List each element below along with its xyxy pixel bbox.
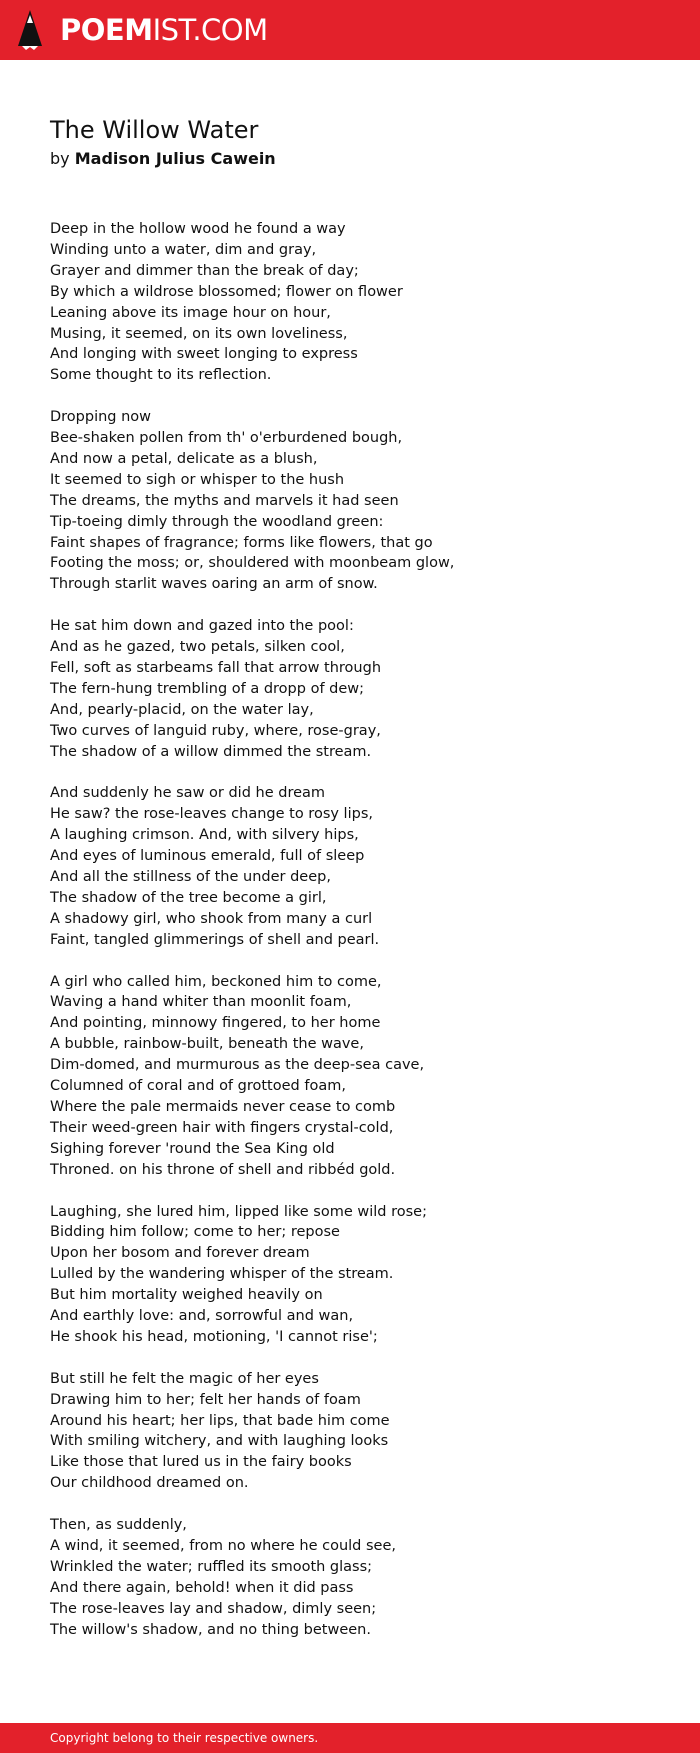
poem-line: Then, as suddenly, <box>50 1517 187 1534</box>
poem-line: Two curves of languid ruby, where, rose-gray, <box>50 722 381 739</box>
poem-line: And longing with sweet longing to express <box>50 346 358 363</box>
poem-body <box>50 219 670 1661</box>
poem-line: Sighing forever 'round the Sea King old <box>50 1140 335 1157</box>
poem-line: Leaning above its image hour on hour, <box>50 304 331 321</box>
poem-line: Fell, soft as starbeams fall that arrow through <box>50 660 382 676</box>
poem-line: The rose-leaves lay and shadow, dimly seen; <box>50 1600 377 1617</box>
poem-line: And all the stillness of the under deep, <box>50 869 331 886</box>
poem-line: A shadowy girl, who shook from many a curl <box>50 910 373 927</box>
poem-line: He saw? the rose-leaves change to rosy lips, <box>50 806 373 823</box>
poem-line: Laughing, she lured him, lipped like some wild rose; <box>50 1203 427 1220</box>
brand-bold-text: POEM <box>60 13 153 47</box>
poem-line: And pointing, minnowy fingered, to her home <box>50 1015 381 1032</box>
stanza <box>50 407 670 595</box>
poem-line: It seemed to sigh or whisper to the hush <box>50 471 345 488</box>
poem-line: A wind, it seemed, from no where he could see, <box>50 1537 396 1554</box>
poem-line: The dreams, the myths and marvels it had seen <box>50 492 399 509</box>
poem-line: Dim-domed, and murmurous as the deep-sea cave, <box>50 1057 425 1074</box>
poem-line: Faint, tangled glimmerings of shell and pearl. <box>50 931 380 948</box>
poem-line: Upon her bosom and forever dream <box>50 1245 310 1262</box>
brand-light-text: IST.COM <box>152 13 268 47</box>
poem-line: And suddenly he saw or did he dream <box>50 785 326 802</box>
poem-line: Footing the moss; or, shouldered with moonbeam glow, <box>50 555 455 572</box>
author-name: Madison Julius Cawein <box>74 149 276 168</box>
poem-line: Grayer and dimmer than the break of day; <box>50 262 359 279</box>
poem-line: Throned. on his throne of shell and ribbéd gold. <box>50 1161 396 1178</box>
site-logo-text[interactable] <box>60 13 268 47</box>
poem-line: And there again, behold! when it did pass <box>50 1579 354 1596</box>
poem-title: The Willow Water <box>50 116 259 144</box>
poem-line: Musing, it seemed, on its own loveliness, <box>50 325 348 342</box>
poem-line: The shadow of a willow dimmed the stream. <box>50 743 372 760</box>
poem-line: Some thought to its reflection. <box>50 367 272 384</box>
poem-line: Where the pale mermaids never cease to comb <box>50 1099 396 1115</box>
poem-line: A laughing crimson. And, with silvery hips, <box>50 827 359 844</box>
byline <box>50 149 276 169</box>
poem-line: With smiling witchery, and with laughing looks <box>50 1433 389 1450</box>
poem-line: The shadow of the tree become a girl, <box>50 889 327 906</box>
poem-line: And earthly love: and, sorrowful and wan, <box>50 1308 354 1325</box>
poem-line: But still he felt the magic of her eyes <box>50 1370 319 1387</box>
site-footer <box>0 1723 700 1753</box>
stanza <box>50 1202 670 1348</box>
poem-line: And, pearly-placid, on the water lay, <box>50 701 314 718</box>
poem-line: Bee-shaken pollen from th' o'erburdened bough, <box>50 430 403 447</box>
poem-line: Winding unto a water, dim and gray, <box>50 241 317 258</box>
stanza <box>50 1369 670 1494</box>
stanza <box>50 783 670 950</box>
poem-line: Lulled by the wandering whisper of the stream. <box>50 1266 394 1283</box>
poem-line: Columned of coral and of grottoed foam, <box>50 1078 346 1095</box>
poem-line: Through starlit waves oaring an arm of snow. <box>50 576 378 593</box>
stanza <box>50 1515 670 1640</box>
poem-line: He sat him down and gazed into the pool: <box>50 618 354 635</box>
site-header <box>0 0 700 60</box>
poem-line: Dropping now <box>50 409 152 426</box>
poem-line: Waving a hand whiter than moonlit foam, <box>50 994 352 1011</box>
poem-line: Deep in the hollow wood he found a way <box>50 221 346 237</box>
poem-line: A bubble, rainbow-built, beneath the wave, <box>50 1036 364 1053</box>
poem-line: Around his heart; her lips, that bade him come <box>50 1412 390 1429</box>
poem-line: Wrinkled the water; ruffled its smooth glass; <box>50 1558 373 1575</box>
poem-line: The willow's shadow, and no thing between. <box>50 1621 371 1638</box>
poem-line: He shook his head, motioning, 'I cannot rise'; <box>50 1328 378 1345</box>
stanza <box>50 616 670 762</box>
poem-line: Bidding him follow; come to her; repose <box>50 1224 340 1241</box>
poem-line: A girl who called him, beckoned him to come, <box>50 973 382 990</box>
copyright-text: Copyright belong to their respective owners. <box>50 1731 319 1745</box>
poem-line: But him mortality weighed heavily on <box>50 1287 323 1304</box>
by-label: by <box>50 149 70 168</box>
poem-line: Tip-toeing dimly through the woodland green: <box>50 513 384 530</box>
poem-line: And now a petal, delicate as a blush, <box>50 450 318 467</box>
pencil-logo-icon[interactable] <box>18 10 42 50</box>
poem-line: Faint shapes of fragrance; forms like flowers, that go <box>50 534 433 551</box>
poem-line: And as he gazed, two petals, silken cool, <box>50 639 345 656</box>
poem-line: Like those that lured us in the fairy books <box>50 1454 352 1471</box>
poem-line: Drawing him to her; felt her hands of foam <box>50 1391 361 1408</box>
stanza <box>50 219 670 386</box>
poem-line: Our childhood dreamed on. <box>50 1475 249 1492</box>
poem-line: The fern-hung trembling of a dropp of dew; <box>50 680 365 697</box>
poem-line: By which a wildrose blossomed; flower on flower <box>50 283 403 300</box>
stanza <box>50 972 670 1181</box>
poem-line: Their weed-green hair with fingers crystal-cold, <box>50 1119 394 1136</box>
poem-line: And eyes of luminous emerald, full of sleep <box>50 848 365 865</box>
